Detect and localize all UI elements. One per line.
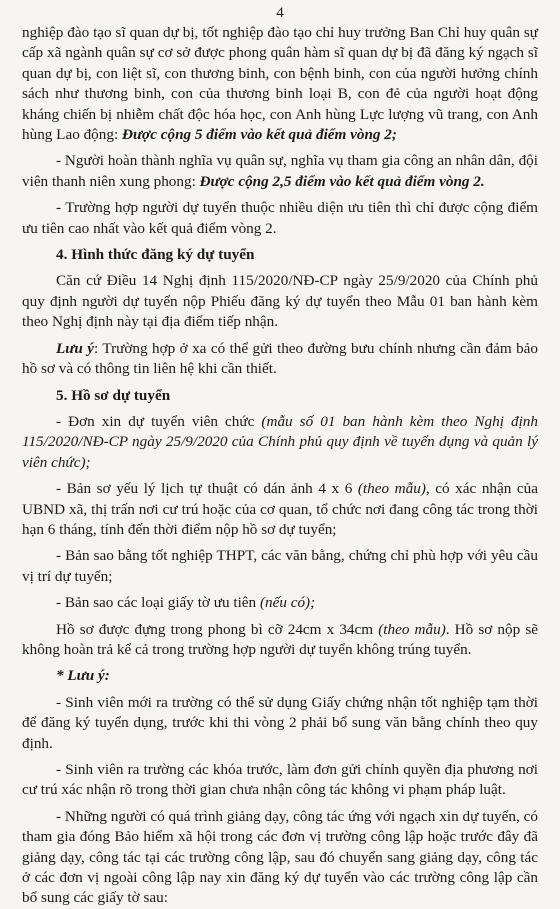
bonus-2-5-points: Được cộng 2,5 điểm vào kết quả điểm vòng 2.	[199, 172, 485, 190]
paragraph-teaching-experience: - Những người có quá trình giảng dạy, công tác ứng với ngạch xin dự tuyển, có tham gia đóng Bảo hiểm xã hội trong các đơn vị trường công lập hoặc trước đây đã giảng dạy, công tác tại các trường công lập, sau đó chuyển sang giảng dạy, công tác ở các đơn vị ngoài công lập nay xin đăng ký dự tuyển vào các trường công lập cần bổ sung các giấy tờ sau:	[22, 807, 538, 907]
paragraph-priority-continued: nghiệp đào tạo sĩ quan dự bị, tốt nghiệp đào tạo chỉ huy trưởng Ban Chỉ huy quân sự cấp xã ngành quân sự cơ sở được phong quân hàm sĩ quan dự bị đã đăng ký ngạch sĩ quan dự bị, con liệt sĩ, con thương binh, con bệnh binh, con của người hưởng chính sách như thương binh, con của thương binh loại B, con đẻ của người hoạt động kháng chiến bị nhiễm chất độc hóa học, con Anh hùng Lực lượng vũ trang, con Anh hùng Lao động: Được cộng 5 điểm vào kết quả điểm vòng 2;	[22, 24, 538, 144]
paragraph-envelope: Hồ sơ được đựng trong phong bì cỡ 24cm x 34cm (theo mẫu). Hồ sơ nộp sẽ không hoàn trả kể cả trong trường hợp người dự tuyển không trúng tuyển.	[22, 620, 538, 658]
paragraph-registration: Căn cứ Điều 14 Nghị định 115/2020/NĐ-CP ngày 25/9/2020 của Chính phủ quy định người dự tuyển nộp Phiếu đăng ký dự tuyển theo Mẫu 01 ban hành kèm theo Nghị định này tại địa điểm tiếp nhận.	[22, 272, 538, 331]
section-heading-dossier: 5. Hồ sơ dự tuyển	[56, 386, 171, 404]
paragraph-priority-docs: - Bản sao các loại giấy tờ ưu tiên (nếu có);	[56, 594, 316, 612]
paragraph-cv: - Bản sơ yếu lý lịch tự thuật có dán ảnh 4 x 6 (theo mẫu), có xác nhận của UBND xã, thị trấn nơi cư trú hoặc của cơ quan, tổ chức nơi đang công tác trong thời hạn 6 tháng, tính đến thời điểm nộp hồ sơ dự tuyển;	[22, 480, 538, 538]
note-label: Lưu ý	[56, 339, 94, 357]
section-heading-registration: 4. Hình thức đăng ký dự tuyển	[56, 246, 255, 264]
paragraph-diploma: - Bản sao bằng tốt nghiệp THPT, các văn bằng, chứng chỉ phù hợp với yêu cầu vị trí dự tuyển;	[22, 547, 538, 585]
paragraph-new-graduates: - Sinh viên mới ra trường có thể sử dụng Giấy chứng nhận tốt nghiệp tạm thời để đăng ký tuyển dụng, trước khi thi vòng 2 phải bổ sung văn bằng chính theo quy định.	[22, 693, 538, 752]
note-heading: * Lưu ý:	[56, 667, 110, 685]
bonus-5-points: Được cộng 5 điểm vào kết quả điểm vòng 2;	[121, 126, 397, 144]
paragraph-application-form: - Đơn xin dự tuyển viên chức (mẫu số 01 ban hành kèm theo Nghị định 115/2020/NĐ-CP ngày 25/9/2020 của Chính phủ quy định về tuyển dụng và quản lý viên chức);	[22, 412, 538, 471]
page-number: 4	[276, 5, 284, 21]
paragraph-military-service: - Người hoàn thành nghĩa vụ quân sự, nghĩa vụ tham gia công an nhân dân, đội viên thanh niên xung phong: Được cộng 2,5 điểm vào kết quả điểm vòng 2.	[22, 152, 538, 190]
paragraph-registration-note: Lưu ý: Trường hợp ở xa có thể gửi theo đường bưu chính nhưng cần đảm bảo hồ sơ và có thông tin liên hệ khi cần thiết.	[22, 339, 538, 378]
paragraph-multiple-priority: - Trường hợp người dự tuyển thuộc nhiều diện ưu tiên thì chỉ được cộng điểm ưu tiên cao nhất vào kết quả điểm vòng 2.	[22, 199, 538, 237]
paragraph-previous-graduates: - Sinh viên ra trường các khóa trước, làm đơn gửi chính quyền địa phương nơi cư trú xác nhận rõ trong thời gian chưa nhận công tác không vi phạm pháp luật.	[22, 761, 538, 799]
